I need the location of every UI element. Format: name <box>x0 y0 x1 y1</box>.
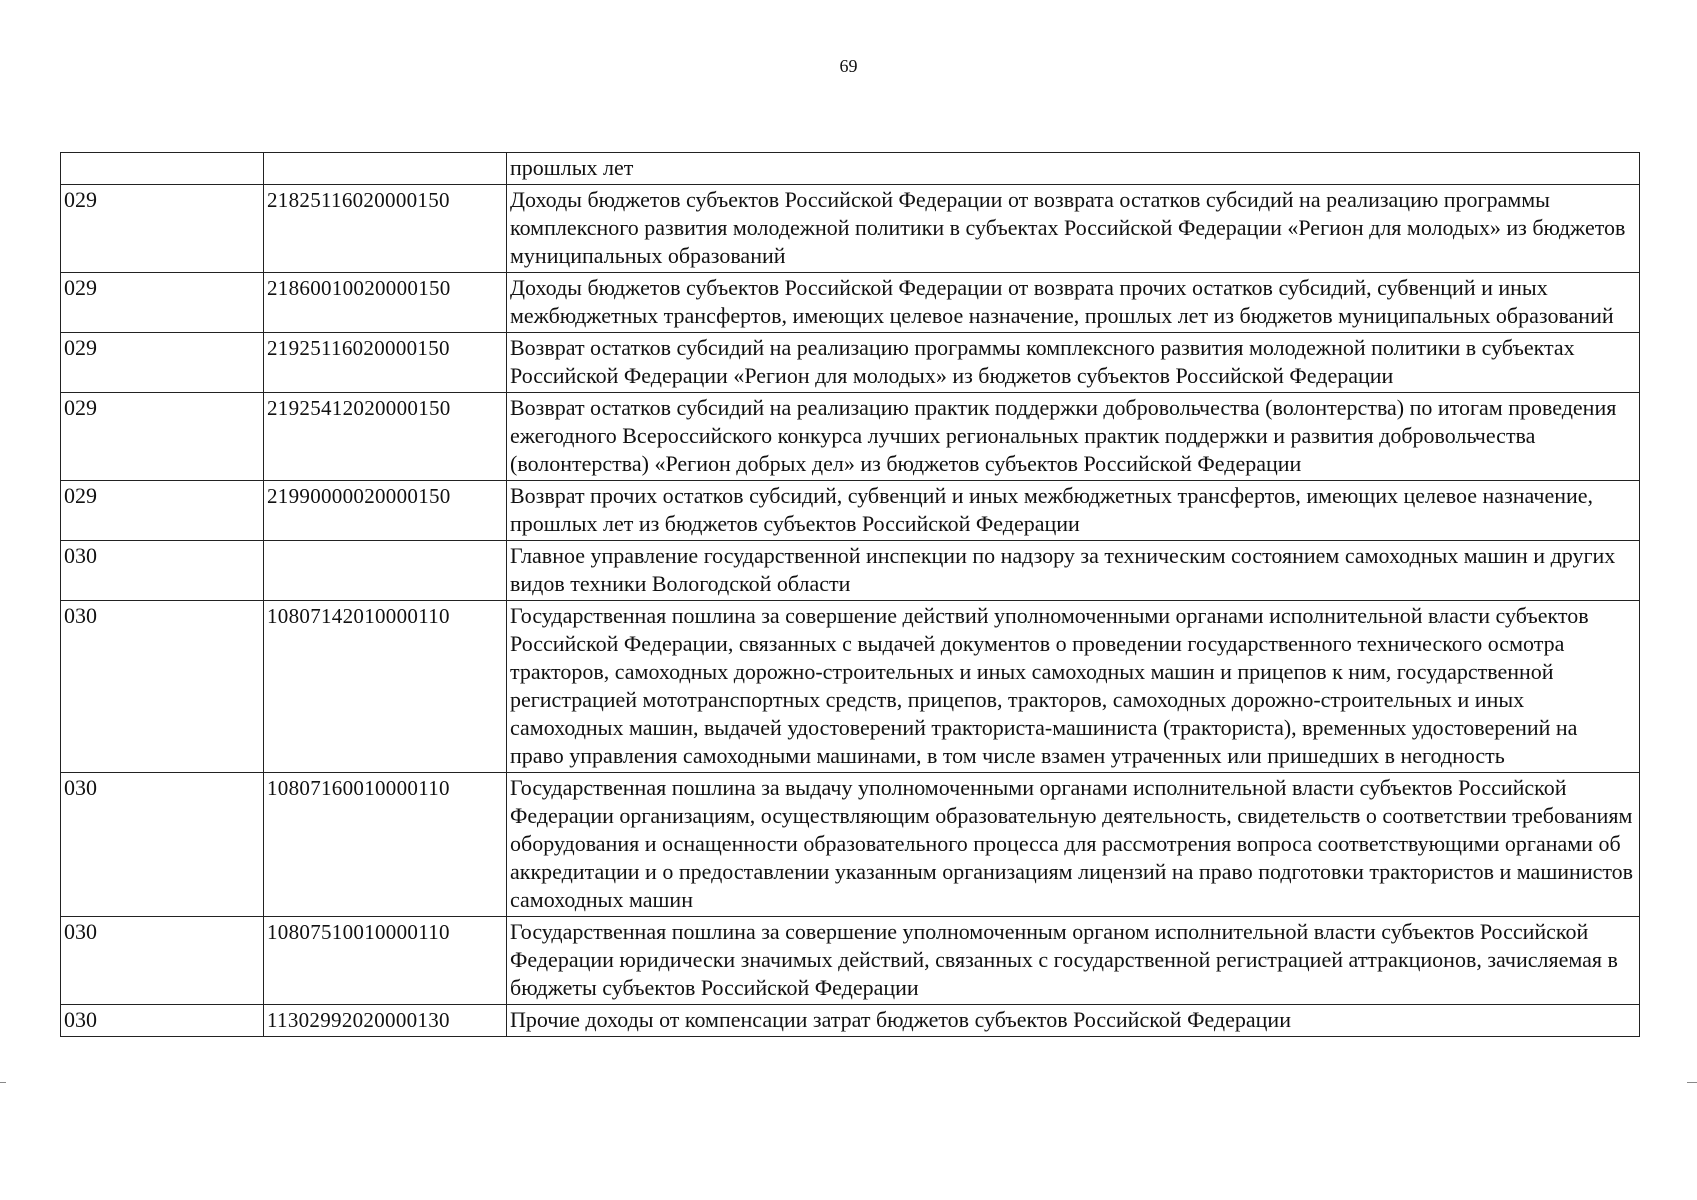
admin-code-cell: 030 <box>61 773 264 917</box>
admin-code-cell: 030 <box>61 917 264 1005</box>
budget-code-cell: 21825116020000150 <box>264 185 507 273</box>
budget-code-cell: 21990000020000150 <box>264 481 507 541</box>
budget-code-cell: 11302992020000130 <box>264 1005 507 1037</box>
table-row <box>61 1005 1640 1037</box>
admin-code-cell: 029 <box>61 185 264 273</box>
table-row <box>61 273 1640 333</box>
table-row <box>61 481 1640 541</box>
description-cell: Возврат остатков субсидий на реализацию практик поддержки добровольчества (волонтерства) по итогам проведения ежегодного Всероссийского конкурса лучших региональных практик поддержки и развития добровольчества (волонтерства) «Регион добрых дел» из бюджетов субъектов Российской Федерации <box>507 393 1640 481</box>
budget-code-cell: 10807510010000110 <box>264 917 507 1005</box>
budget-code-cell <box>264 153 507 185</box>
scan-edge-mark-left <box>0 1082 6 1083</box>
description-cell: Государственная пошлина за выдачу уполномоченными органами исполнительной власти субъектов Российской Федерации организациям, осуществляющим образовательную деятельность, свидетельств о соответствии требованиям оборудования и оснащенности образовательного процесса для рассмотрения вопроса соответствующими органами об аккредитации и о предоставлении указанным организациям лицензий на право подготовки трактористов и машинистов самоходных машин <box>507 773 1640 917</box>
description-cell: Прочие доходы от компенсации затрат бюджетов субъектов Российской Федерации <box>507 1005 1640 1037</box>
description-cell: Государственная пошлина за совершение уполномоченным органом исполнительной власти субъектов Российской Федерации юридически значимых действий, связанных с государственной регистрацией аттракционов, зачисляемая в бюджеты субъектов Российской Федерации <box>507 917 1640 1005</box>
page-number: 69 <box>839 56 858 76</box>
budget-code-cell <box>264 541 507 601</box>
scan-edge-mark-right <box>1687 1082 1697 1083</box>
description-cell: Доходы бюджетов субъектов Российской Федерации от возврата прочих остатков субсидий, субвенций и иных межбюджетных трансфертов, имеющих целевое назначение, прошлых лет из бюджетов муниципальных образований <box>507 273 1640 333</box>
description-cell: Возврат прочих остатков субсидий, субвенций и иных межбюджетных трансфертов, имеющих целевое назначение, прошлых лет из бюджетов субъектов Российской Федерации <box>507 481 1640 541</box>
table-row <box>61 917 1640 1005</box>
admin-code-cell: 030 <box>61 541 264 601</box>
admin-code-cell: 029 <box>61 273 264 333</box>
budget-code-cell: 10807160010000110 <box>264 773 507 917</box>
description-cell: Государственная пошлина за совершение действий уполномоченными органами исполнительной власти субъектов Российской Федерации, связанных с выдачей документов о проведении государственного технического осмотра тракторов, самоходных дорожно-строительных и иных самоходных машин и прицепов к ним, государственной регистрацией мототранспортных средств, прицепов, тракторов, самоходных дорожно-строительных и иных самоходных машин, выдачей удостоверений тракториста-машиниста (тракториста), временных удостоверений на право управления самоходными машинами, в том числе взамен утраченных или пришедших в негодность <box>507 601 1640 773</box>
table-row <box>61 153 1640 185</box>
budget-code-cell: 10807142010000110 <box>264 601 507 773</box>
description-cell: Главное управление государственной инспекции по надзору за техническим состоянием самоходных машин и других видов техники Вологодской области <box>507 541 1640 601</box>
admin-code-cell <box>61 153 264 185</box>
admin-code-cell: 029 <box>61 481 264 541</box>
table-row <box>61 185 1640 273</box>
admin-code-cell: 030 <box>61 601 264 773</box>
admin-code-cell: 029 <box>61 393 264 481</box>
table-row <box>61 541 1640 601</box>
admin-code-cell: 029 <box>61 333 264 393</box>
description-cell: Возврат остатков субсидий на реализацию программы комплексного развития молодежной политики в субъектах Российской Федерации «Регион для молодых» из бюджетов субъектов Российской Федерации <box>507 333 1640 393</box>
table-row <box>61 333 1640 393</box>
table-row <box>61 773 1640 917</box>
budget-classification-table <box>60 152 1640 1037</box>
description-cell: прошлых лет <box>507 153 1640 185</box>
table-row <box>61 393 1640 481</box>
budget-code-cell: 21925412020000150 <box>264 393 507 481</box>
budget-code-cell: 21925116020000150 <box>264 333 507 393</box>
budget-code-cell: 21860010020000150 <box>264 273 507 333</box>
description-cell: Доходы бюджетов субъектов Российской Федерации от возврата остатков субсидий на реализацию программы комплексного развития молодежной политики в субъектах Российской Федерации «Регион для молодых» из бюджетов муниципальных образований <box>507 185 1640 273</box>
table-body <box>61 153 1640 1037</box>
table-row <box>61 601 1640 773</box>
admin-code-cell: 030 <box>61 1005 264 1037</box>
